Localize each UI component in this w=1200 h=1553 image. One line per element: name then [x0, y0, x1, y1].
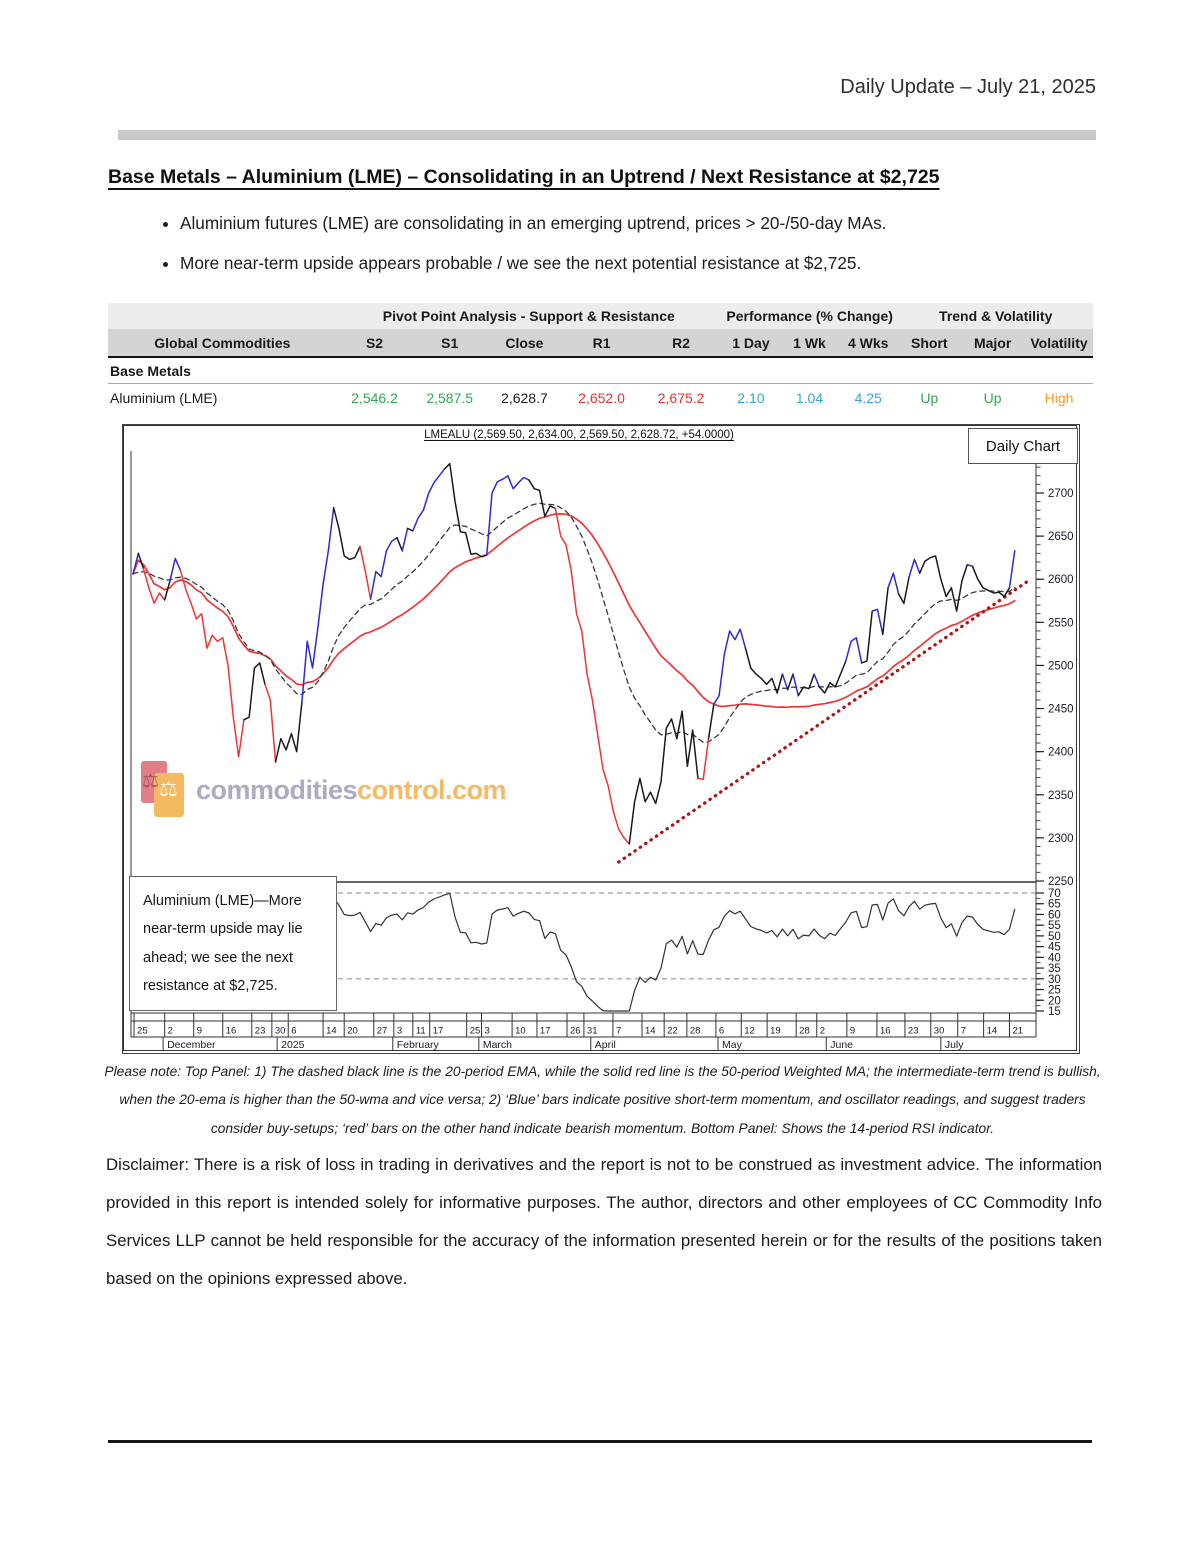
table-value-cell: Up — [983, 390, 1002, 406]
svg-text:2650: 2650 — [1048, 531, 1074, 544]
svg-text:2: 2 — [819, 1025, 826, 1037]
svg-text:20: 20 — [347, 1025, 358, 1037]
bullet-item: • More near-term upside appears probable / we see the next potential resistance at $2,725. — [180, 250, 1140, 277]
table-column-header: Close — [487, 329, 562, 357]
table-value-cell: High — [1044, 390, 1074, 406]
svg-text:2300: 2300 — [1048, 832, 1074, 845]
svg-text:25: 25 — [469, 1025, 481, 1037]
table-section-label: Base Metals — [108, 357, 1093, 384]
svg-text:2400: 2400 — [1048, 746, 1074, 759]
svg-text:26: 26 — [570, 1025, 581, 1037]
table-value-cell: 2,675.2 — [657, 390, 705, 406]
section-heading: Base Metals – Aluminium (LME) – Consolidating in an Uptrend / Next Resistance at $2,725 — [108, 166, 940, 188]
table-column-header: 1 Wk — [781, 329, 838, 357]
svg-text:12: 12 — [744, 1025, 755, 1037]
svg-text:10: 10 — [515, 1025, 526, 1037]
svg-text:30: 30 — [933, 1025, 945, 1037]
svg-text:3: 3 — [396, 1025, 403, 1037]
svg-text:May: May — [722, 1039, 742, 1051]
svg-text:60: 60 — [1048, 909, 1061, 922]
svg-text:17: 17 — [432, 1025, 444, 1037]
svg-text:6: 6 — [291, 1025, 297, 1037]
table-value-cell: 2,587.5 — [426, 390, 474, 406]
balance-scale-icon: ⚖ — [142, 771, 160, 792]
svg-text:27: 27 — [376, 1025, 388, 1037]
svg-text:14: 14 — [644, 1025, 656, 1037]
chart-annotation: Aluminium (LME)—More near-term upside may lie ahead; we see the next resistance at $2,725. — [129, 876, 337, 1011]
svg-text:2450: 2450 — [1048, 703, 1074, 716]
svg-text:2600: 2600 — [1048, 574, 1074, 587]
svg-text:2500: 2500 — [1048, 660, 1074, 673]
svg-text:28: 28 — [689, 1025, 701, 1037]
report-date-title: Daily Update – July 21, 2025 — [840, 76, 1096, 98]
svg-text:15: 15 — [1048, 1005, 1061, 1018]
svg-text:2550: 2550 — [1048, 617, 1074, 630]
svg-text:50: 50 — [1048, 930, 1061, 943]
svg-text:7: 7 — [615, 1025, 622, 1037]
daily-chart-label: Daily Chart — [968, 428, 1078, 464]
svg-text:28: 28 — [799, 1025, 810, 1037]
table-column-header: Volatility — [1025, 329, 1093, 357]
svg-text:7: 7 — [960, 1025, 967, 1037]
svg-text:45: 45 — [1048, 941, 1061, 954]
svg-text:40: 40 — [1048, 952, 1061, 965]
svg-text:14: 14 — [326, 1025, 337, 1037]
svg-text:14: 14 — [986, 1025, 998, 1037]
daily-chart-panel — [122, 424, 1080, 1054]
svg-text:March: March — [482, 1039, 513, 1051]
table-column-header: S2 — [337, 329, 413, 357]
svg-text:19: 19 — [770, 1025, 781, 1037]
table-group-header: Pivot Point Analysis - Support & Resistance — [337, 303, 721, 329]
svg-text:9: 9 — [196, 1025, 203, 1037]
svg-text:16: 16 — [225, 1025, 237, 1037]
svg-text:April: April — [594, 1039, 616, 1051]
table-column-header: Short — [898, 329, 960, 357]
pivot-analysis-table — [108, 303, 1093, 412]
table-value-cell: 2,652.0 — [578, 390, 625, 406]
chart-footnote: Please note: Top Panel: 1) The dashed black line is the 20-period EMA, while the solid red line is the 50-period Weighted MA; the intermediate-term trend is bullish, when the 20-ema is higher than the 50-wma and vice versa; 2) ‘Blue’ bars indicate positive short-term momentum, and oscillator readings, and suggest traders consider buy-setups; ‘red’ bars on the other hand indicate bearish momentum. Bottom Panel: Shows the 14-period RSI indicator. — [104, 1064, 1101, 1136]
svg-text:25: 25 — [1048, 984, 1061, 997]
table-value-cell: 2,546.2 — [351, 390, 398, 406]
table-value-cell: 4.25 — [854, 390, 882, 406]
table-value-cell: Up — [920, 390, 939, 406]
header-divider-bar — [118, 130, 1096, 140]
table-group-header: Trend & Volatility — [898, 303, 1093, 329]
svg-text:21: 21 — [1012, 1025, 1024, 1037]
svg-text:December: December — [167, 1039, 216, 1051]
svg-text:30: 30 — [1048, 973, 1061, 986]
svg-text:June: June — [830, 1039, 854, 1051]
svg-text:55: 55 — [1048, 920, 1061, 933]
svg-text:22: 22 — [667, 1025, 678, 1037]
svg-text:20: 20 — [1048, 995, 1061, 1008]
svg-text:2350: 2350 — [1048, 789, 1074, 802]
svg-text:30: 30 — [274, 1025, 286, 1037]
svg-text:2700: 2700 — [1048, 488, 1074, 500]
svg-text:23: 23 — [907, 1025, 919, 1037]
table-column-header: 4 Wks — [838, 329, 898, 357]
svg-text:2: 2 — [167, 1025, 173, 1037]
svg-text:31: 31 — [586, 1025, 598, 1037]
svg-text:3: 3 — [484, 1025, 490, 1037]
chart-title: LMEALU (2,569.50, 2,634.00, 2,569.50, 2,628.72, +54.0000) — [424, 429, 734, 441]
balance-scale-icon: ⚖ — [159, 778, 178, 801]
svg-text:17: 17 — [539, 1025, 551, 1037]
table-column-header: 1 Day — [721, 329, 781, 357]
svg-text:11: 11 — [415, 1025, 426, 1037]
table-column-header: Global Commodities — [108, 329, 337, 357]
svg-text:65: 65 — [1048, 898, 1061, 911]
table-group-header — [108, 303, 337, 329]
watermark-text: commoditiescontrol.com — [196, 774, 507, 805]
svg-text:25: 25 — [137, 1025, 148, 1037]
bullet-item: • Aluminium futures (LME) are consolidating in an emerging uptrend, prices > 20-/50-day MAs. — [180, 210, 1140, 237]
table-group-header: Performance (% Change) — [721, 303, 899, 329]
svg-text:February: February — [396, 1039, 439, 1051]
svg-text:2025: 2025 — [281, 1039, 305, 1051]
svg-text:9: 9 — [849, 1025, 856, 1037]
svg-text:2250: 2250 — [1048, 875, 1074, 888]
table-column-header: S1 — [412, 329, 487, 357]
table-value-cell: 2.10 — [737, 390, 765, 406]
table-value-cell: 1.04 — [795, 390, 824, 406]
footer-rule — [108, 1440, 1092, 1443]
table-column-header: R1 — [562, 329, 642, 357]
disclaimer-text: Disclaimer: There is a risk of loss in trading in derivatives and the report is not to be construed as investment advice. The information provided in this report is intended solely for informative purposes. The author, directors and other employees of CC Commodity Info Services LLP cannot be held responsible for the accuracy of the information presented herein or for the results of the positions taken based on the opinions expressed above. — [106, 1155, 1102, 1288]
svg-text:July: July — [944, 1039, 964, 1051]
pivot-table — [108, 303, 1093, 412]
svg-text:35: 35 — [1048, 963, 1061, 976]
summary-bullets — [146, 210, 1140, 289]
svg-text:6: 6 — [718, 1025, 725, 1037]
commodity-name: Aluminium (LME) — [110, 390, 218, 406]
svg-text:70: 70 — [1048, 888, 1061, 900]
svg-text:16: 16 — [879, 1025, 891, 1037]
svg-text:23: 23 — [254, 1025, 266, 1037]
table-column-header: R2 — [641, 329, 721, 357]
table-value-cell: 2,628.7 — [501, 390, 548, 406]
table-column-header: Major — [960, 329, 1025, 357]
